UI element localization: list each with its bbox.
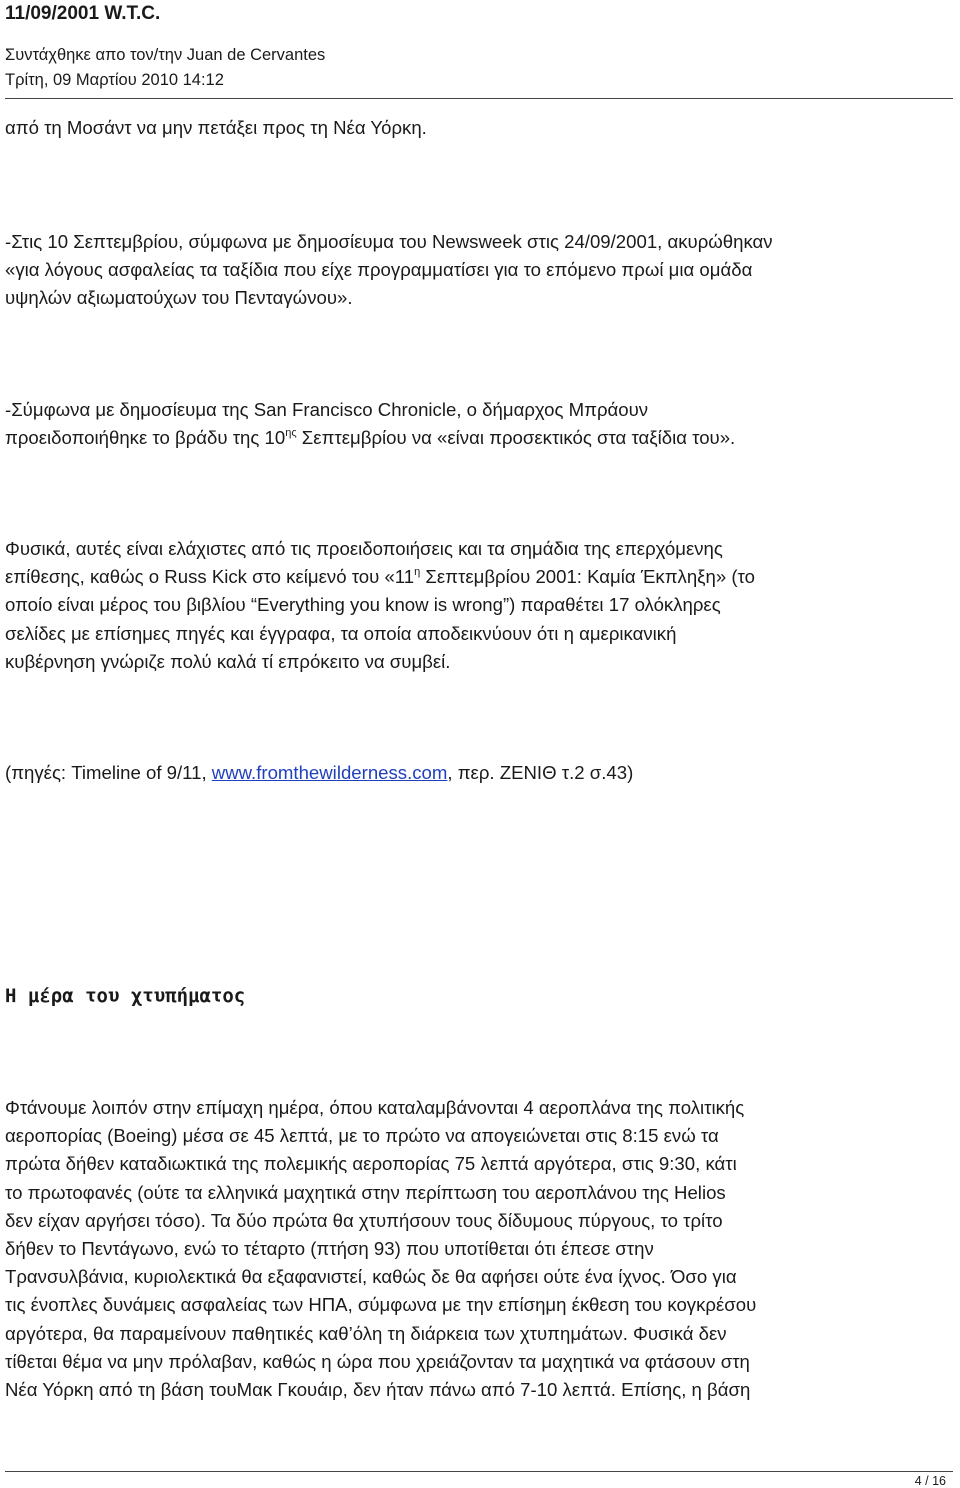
source-link[interactable]: www.fromthewilderness.com <box>211 762 448 783</box>
sources-line <box>5 759 955 787</box>
paragraph-4-line-4: σελίδες με επίσημες πηγές και έγγραφα, τα οποία αποδεικνύουν ότι η αμερικανική <box>5 622 677 644</box>
paragraph-1: από τη Μοσάντ να μην πετάξει προς τη Νέα Υόρκη. <box>5 117 427 138</box>
paragraph-4-line-3: οποίο είναι μέρος του βιβλίου “Everything you know is wrong”) παραθέτει 17 ολόκληρες <box>5 594 721 616</box>
paragraph-2-line-1: -Στις 10 Σεπτεμβρίου, σύμφωνα με δημοσίευμα του Newsweek στις 24/09/2001, ακυρώθηκαν <box>5 231 773 252</box>
ordinal-superscript: η <box>414 566 421 579</box>
paragraph-4-line-1: Φυσικά, αυτές είναι ελάχιστες από τις προειδοποιήσεις και τα σημάδια της επερχόμενης <box>5 538 723 559</box>
paragraph-4-line-5: κυβέρνηση γνώριζε πολύ καλά τί επρόκειτο να συμβεί. <box>5 650 451 672</box>
paragraph-6-line-10: τίθεται θέμα να μην πρόλαβαν, καθώς η ώρα που χρειάζονταν τα μαχητικά να φτάσουν στη <box>5 1350 750 1372</box>
paragraph-2-line-3: υψηλών αξιωματούχων του Πενταγώνου». <box>5 287 353 309</box>
paragraph-6-line-1: Φτάνουμε λοιπόν στην επίμαχη ημέρα, όπου καταλαμβάνονται 4 αεροπλάνα της πολιτικής <box>5 1097 745 1118</box>
header-divider <box>5 98 953 99</box>
paragraph-6-line-3: πρώτα δήθεν καταδιωκτικά της πολεμικής αεροπορίας 75 λεπτά αργότερα, στις 9:30, κάτι <box>5 1153 737 1175</box>
sources-suffix: , περ. ΖΕΝΙΘ τ.2 σ.43) <box>447 762 634 783</box>
paragraph-6-line-11: Νέα Υόρκη από τη βάση τουΜακ Γκουάιρ, δεν ήταν πάνω από 7-10 λεπτά. Επίσης, η βάση <box>5 1379 751 1401</box>
paragraph-6-line-4: το πρωτοφανές (ούτε τα ελληνικά μαχητικά στην περίπτωση του αεροπλάνου της Helios <box>5 1181 726 1203</box>
paragraph-2-line-2: «για λόγους ασφαλείας τα ταξίδια που είχε προγραμματίσει για το επόμενο πρωί μια ομάδα <box>5 259 753 281</box>
date-line: Τρίτη, 09 Μαρτίου 2010 14:12 <box>5 71 224 89</box>
paragraph-6-line-7: Τρανσυλβάνια, κυριολεκτικά θα εξαφανιστεί, καθώς δε θα αφήσει ούτε ένα ίχνος. Όσο για <box>5 1266 737 1288</box>
paragraph-3-line-2-text: προειδοποιήθηκε το βράδυ της 10 <box>5 427 286 449</box>
paragraph-6-line-6: δήθεν το Πεντάγωνο, ενώ το τέταρτο (πτήση 93) που υποτίθεται ότι έπεσε στην <box>5 1238 654 1260</box>
ordinal-superscript: ης <box>285 427 297 440</box>
paragraph-4-line-2-rest: Σεπτεμβρίου 2001: Καμία Έκπληξη» (το <box>420 566 755 588</box>
paragraph-3-line-2 <box>5 424 955 452</box>
author-line: Συντάχθηκε απο τον/την Juan de Cervantes <box>5 46 326 64</box>
paragraph-4-line-2 <box>5 563 955 591</box>
sources-prefix: (πηγές: Timeline of 9/11, <box>5 762 212 783</box>
paragraph-4-line-2-text: επίθεσης, καθώς ο Russ Kick στο κείμενό του «11 <box>5 566 415 588</box>
section-heading: Η μέρα του χτυπήματος <box>5 985 246 1007</box>
paragraph-6-line-8: τις ένοπλες δυνάμεις ασφαλείας των ΗΠΑ, σύμφωνα με την επίσημη έκθεση του κογκρέσου <box>5 1294 757 1316</box>
paragraph-3-line-2-rest: Σεπτεμβρίου να «είναι προσεκτικός στα ταξίδια του». <box>296 427 736 449</box>
paragraph-3-line-1: -Σύμφωνα με δημοσίευμα της San Francisco Chronicle, ο δήμαρχος Μπράουν <box>5 399 649 420</box>
page-number: 4 / 16 <box>914 1474 946 1488</box>
paragraph-6-line-9: αργότερα, θα παραμείνουν παθητικές καθ’όλη τη διάρκεια των χτυπημάτων. Φυσικά δεν <box>5 1322 727 1344</box>
page-title: 11/09/2001 W.T.C. <box>5 3 161 24</box>
paragraph-6-line-5: δεν είχαν αργήσει τόσο). Τα δύο πρώτα θα χτυπήσουν τους δίδυμους πύργους, το τρίτο <box>5 1209 723 1231</box>
footer-divider <box>5 1471 953 1472</box>
paragraph-2 <box>5 228 955 313</box>
paragraph-3 <box>5 396 955 452</box>
paragraph-6 <box>5 1094 955 1404</box>
paragraph-4 <box>5 535 955 676</box>
paragraph-6-line-2: αεροπορίας (Boeing) μέσα σε 45 λεπτά, με το πρώτο να απογειώνεται στις 8:15 ενώ τα <box>5 1125 719 1147</box>
